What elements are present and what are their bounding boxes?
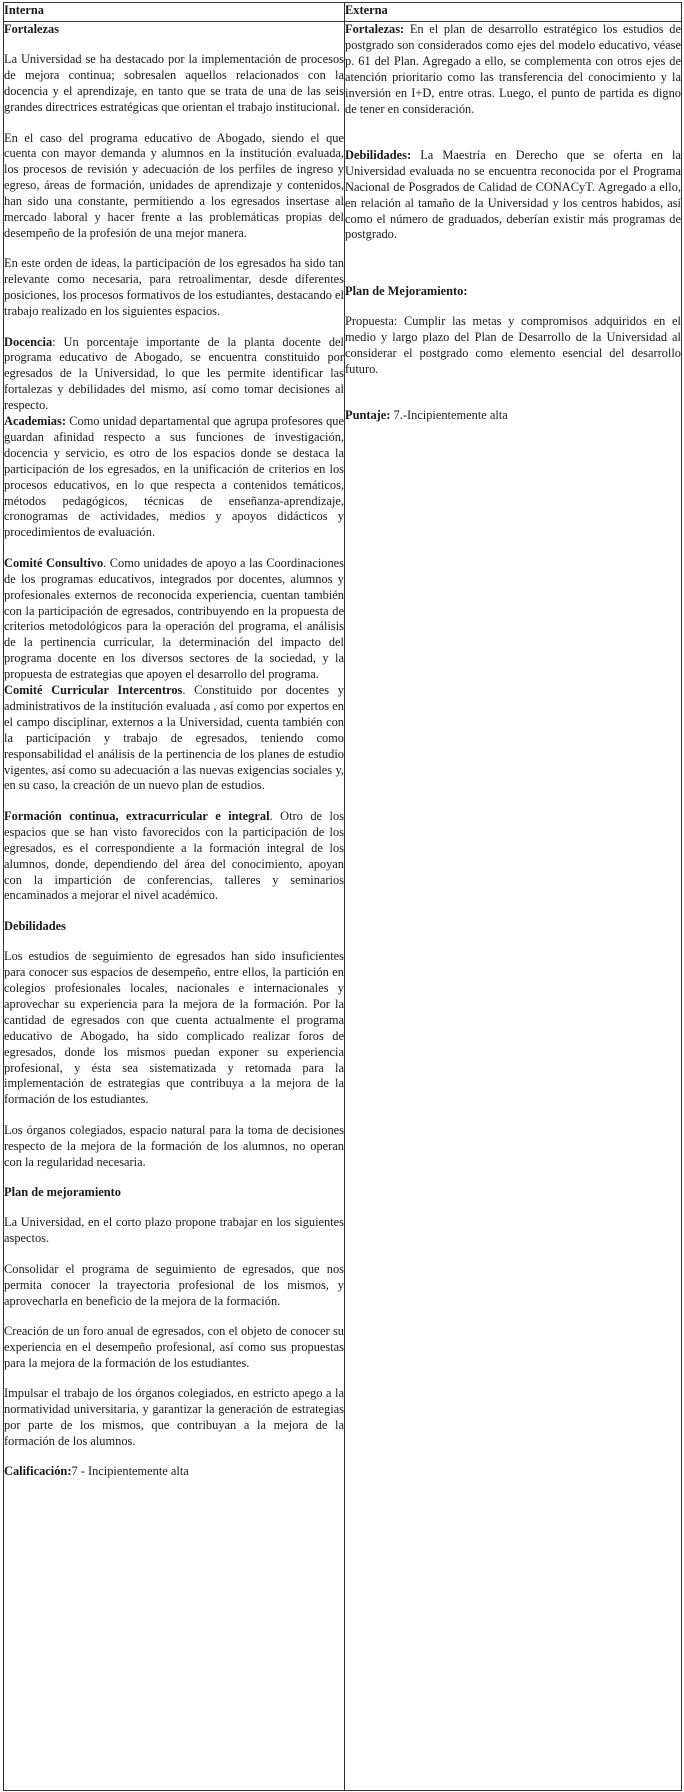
interna-column (4, 22, 345, 1791)
interna-debilidades-heading: Debilidades (4, 918, 66, 933)
docencia-paragraph (4, 335, 344, 415)
externa-column (345, 22, 682, 1791)
docencia-label: Docencia (4, 334, 53, 349)
header-row (4, 3, 682, 22)
interna-plan-paragraph-3: Creación de un foro anual de egresados, con el objeto de conocer su experiencia en el desempeño profesional, así como sus propuestas para la mejora de la formación de los estudiantes. (4, 1323, 344, 1370)
interna-plan-heading: Plan de mejoramiento (4, 1185, 121, 1199)
formacion-paragraph (4, 809, 344, 904)
formacion-label: Formación continua, extracurricular e integral (4, 808, 270, 823)
interna-fortalezas-paragraph-1: La Universidad se ha destacado por la implementación de procesos de mejora continua; sobresalen aquellos relacionados con la docencia y el aprendizaje, en tanto que se trata de una de las seis grandes directrices estratégicas que orientan el trabajo institucional. (4, 52, 344, 115)
spacer (345, 392, 681, 408)
interna-fortalezas-heading: Fortalezas (4, 22, 60, 36)
interna-debilidades-paragraph-2: Los órganos colegiados, espacio natural para la toma de decisiones respecto de la mejora de la formación de los alumnos, no operan con la regularidad necesaria. (4, 1122, 344, 1169)
puntaje-line (345, 408, 681, 424)
externa-propuesta-paragraph: Propuesta: Cumplir las metas y compromisos adquiridos en el medio y largo plazo del Plan de Desarrollo de la Universidad al considerar el postgrado como elemento esencial del desarrollo futuro. (345, 314, 681, 376)
academias-label: Academias: (4, 414, 66, 429)
calificacion-line (4, 1464, 344, 1480)
externa-debilidades-label: Debilidades: (345, 147, 412, 162)
comite-consultivo-label: Comité Consultivo (4, 555, 104, 570)
externa-fortalezas-paragraph (345, 22, 681, 117)
externa-fortalezas-label: Fortalezas: (345, 22, 405, 36)
puntaje-label: Puntaje: (345, 408, 391, 423)
header-interna: Interna (4, 3, 345, 22)
comite-curricular-label: Comité Curricular Intercentros (4, 683, 183, 698)
comite-consultivo-text: . Como unidades de apoyo a las Coordinaciones de los programas educativos, integrados por docentes, alumnos y profesionales externos de reconocida experiencia, cuentan también con la participación de egresados, contribuyendo en la propuesta de criterios metodológicos para la operación del programa, el análisis de la pertinencia curricular, la determinación del impacto del programa docente en los diversos sectores de la sociedad, y la propuesta de estrategias que apoyen el desarrollo del programa. (4, 555, 344, 682)
externa-fortalezas-text: En el plan de desarrollo estratégico los estudios de postgrado son considerados como ejes del modelo educativo, véase p. 61 del Plan. Agregado a ello, se complementa con otros ejes de atención prioritario como las transferencia del conocimiento y la inversión en I+D, entre otras. Luego, el punto de partida es digno de tener en consideración. (345, 22, 681, 116)
interna-debilidades-paragraph-1: Los estudios de seguimiento de egresados han sido insuficientes para conocer sus espacios de desempeño, entre ellos, la partición en colegios profesionales locales, nacionales e internacionales y aprovechar su experiencia para la mejora de la formación. Por la cantidad de egresados con que cuenta actualmente el programa educativo de Abogado, ha sido complicado realizar foros de egresados, donde los mismos puedan exponer su experiencia profesional, y ésta sea sistematizada y retomada para la implementación de estrategias que contribuya a la mejora de la formación de los estudiantes. (4, 949, 344, 1107)
interna-plan-paragraph-4: Impulsar el trabajo de los órganos colegiados, en estricto apego a la normatividad universitaria, y garantizar la generación de estrategias por parte de los mismos, que contribuyan a la mejora de la formación de los alumnos. (4, 1386, 344, 1448)
interna-plan-paragraph-2: Consolidar el programa de seguimiento de egresados, que nos permita conocer la trayectoria profesional de los mismos, y aprovecharla en beneficio de la mejora de la formación. (4, 1261, 344, 1308)
interna-fortalezas-paragraph-3: En este orden de ideas, la participación de los egresados ha sido tan relevante como necesaria, para retroalimentar, desde diferentes posiciones, los procesos formativos de los estudiantes, destacando el trabajo realizado en los siguientes espacios. (4, 256, 344, 319)
externa-plan-heading: Plan de Mejoramiento: (345, 283, 468, 298)
header-externa: Externa (345, 3, 682, 22)
calificacion-label: Calificación: (4, 1464, 72, 1479)
calificacion-value: 7 - Incipientemente alta (71, 1464, 189, 1479)
academias-text: Como unidad departamental que agrupa profesores que guardan afinidad respecto a sus funciones de investigación, docencia y servicio, es otro de los espacios donde se destaca la participación de los egresados, en la unificación de criterios en los procesos educativos, en lo que respecta a contenidos temáticos, métodos pedagógicos, técnicas de enseñanza-aprendizaje, cronogramas de actividades, medios y apoyos didácticos y procedimientos de evaluación. (4, 414, 344, 540)
comite-curricular-paragraph (4, 683, 344, 794)
puntaje-value: 7.-Incipientemente alta (390, 408, 508, 423)
externa-debilidades-paragraph (345, 148, 681, 243)
comite-consultivo-paragraph (4, 556, 344, 683)
spacer (345, 132, 681, 148)
content-row (4, 22, 682, 1791)
externa-debilidades-text: La Maestría en Derecho que se oferta en la Universidad evaluada no se encuentra reconocida por el Programa Nacional de Posgrados de Calidad de CONACyT. Agregado a ello, en relación al tamaño de la Universidad y los centros habidos, así como el número de graduados, deberían existir más programas de postgrado. (345, 147, 681, 242)
spacer (345, 258, 681, 284)
interna-plan-paragraph-1: La Universidad, en el corto plazo propone trabajar en los siguientes aspectos. (4, 1215, 344, 1246)
docencia-text: : Un porcentaje importante de la planta docente del programa educativo de Abogado, se encuentra constituido por egresados de la Universidad, lo que les permite identificar las fortalezas y debilidades del mismo, así como tomar decisiones al respecto. (4, 334, 344, 413)
academias-paragraph (4, 414, 344, 541)
comite-curricular-text: . Constituido por docentes y administrativos de la institución evaluada , así como por expertos en el campo disciplinar, externos a la Universidad, cuenta también con la participación y trabajo de egresados, teniendo como responsabilidad el análisis de la pertinencia de los planes de estudio vigentes, así como su adecuación a las nuevas exigencias sociales y, en su caso, la creación de un nuevo plan de estudios. (4, 683, 344, 793)
interna-fortalezas-paragraph-2: En el caso del programa educativo de Abogado, siendo el que cuenta con mayor demanda y alumnos en la institución evaluada, los procesos de revisión y adecuación de los perfiles de ingreso y egreso, áreas de formación, unidades de aprendizaje y contenidos, han sido una constante, permitiendo a los egresados insertase al mercado laboral y hacer frente a las problemáticas propias del desempeño de la profesión de una mejor manera. (4, 130, 344, 240)
formacion-text: . Otro de los espacios que se han visto favorecidos con la participación de los egresados, es el correspondiente a la formación integral de los alumnos, donde, dependiendo del área del conocimiento, apoyan con la impartición de conferencias, talleres y seminarios encaminados a mejorar el nivel académico. (4, 808, 344, 903)
evaluation-table (3, 2, 682, 1791)
